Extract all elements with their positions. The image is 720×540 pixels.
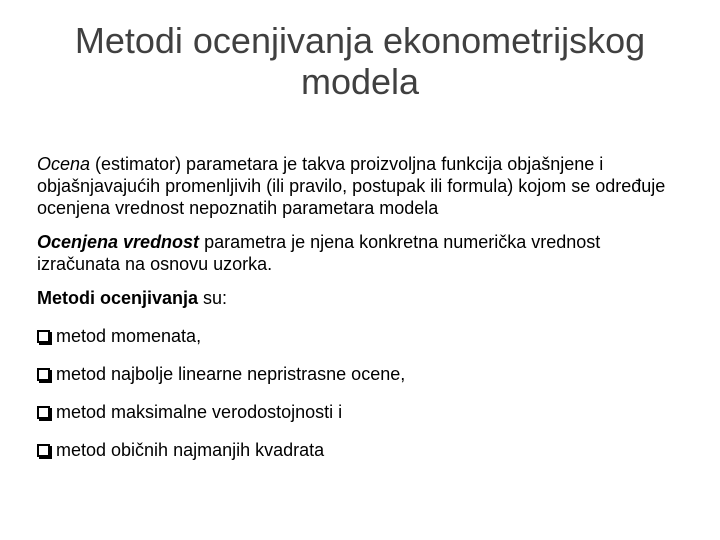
list-item (37, 325, 687, 347)
definition-estimated-value (37, 231, 687, 275)
definition-estimator (37, 153, 687, 219)
term-ocena: Ocena (37, 154, 91, 174)
square-bullet-icon (37, 330, 50, 343)
list-item (37, 439, 687, 461)
methods-intro (37, 287, 687, 309)
term-ocenjena-vrednost: Ocenjena vrednost (37, 232, 200, 252)
list-item (37, 363, 687, 385)
term-metodi-ocenjivanja: Metodi ocenjivanja (37, 288, 199, 308)
definition-estimated-value-text: parametra je njena konkretna numerička vrednost izračunata na osnovu uzorka. (37, 232, 601, 274)
definition-estimator-text: (estimator) parametara je takva proizvoljna funkcija objašnjene i objašnjavajućih promenljivih (ili pravilo, postupak ili formula) kojom se određuje ocenjena vrednost nepoznatih parametara modela (37, 154, 666, 218)
slide-content (37, 153, 687, 477)
slide-title-line1: Metodi ocenjivanja ekonometrijskog (74, 20, 646, 61)
methods-intro-text: su: (198, 288, 228, 308)
square-bullet-icon (37, 444, 50, 457)
method-item-label: metod običnih najmanjih kvadrata (56, 440, 325, 460)
slide-title-line2: modela (300, 61, 420, 102)
square-bullet-icon (37, 406, 50, 419)
square-bullet-icon (37, 368, 50, 381)
method-item-label: metod najbolje linearne nepristrasne ocene, (56, 364, 406, 384)
list-item (37, 401, 687, 423)
methods-list (37, 325, 687, 461)
method-item-label: metod momenata, (56, 326, 202, 346)
method-item-label: metod maksimalne verodostojnosti i (56, 402, 343, 422)
slide-title (20, 20, 700, 102)
